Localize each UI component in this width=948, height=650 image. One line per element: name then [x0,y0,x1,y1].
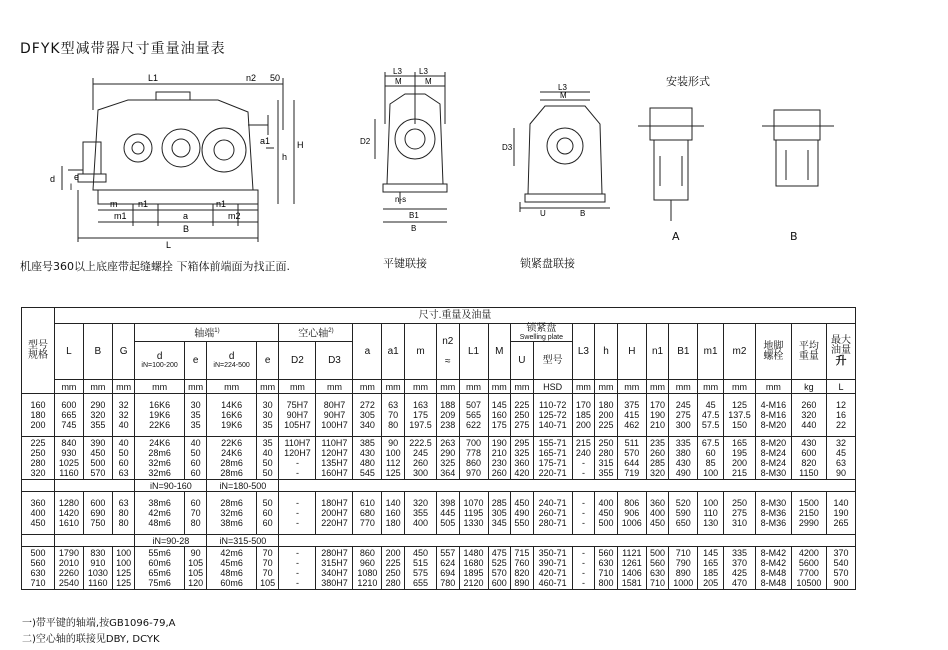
clamp-connection-drawing [500,84,620,234]
cell-L1: 507 565 622 [459,394,488,437]
cell-e1: 60 70 80 [184,492,207,535]
unit-L3: mm [572,380,595,394]
dim-m2: m2 [228,211,241,221]
cell-bolt: 8-M20 8-M24 8-M24 8-M30 [756,437,792,480]
dim-M-left: M [395,77,402,86]
col-hollow: 空心轴$^{2)}$ [279,324,353,342]
dim-m: m [110,199,118,209]
col-n2: n2 ≈ [437,324,460,380]
cell-a: 860 960 1080 1210 [353,547,382,590]
unit-D3: mm [316,380,353,394]
unit-m1: mm [698,380,724,394]
key-caption: 平键联接 [383,257,427,270]
cell-a: 272 305 340 [353,394,382,437]
col-model: 型号 规格 [22,308,55,394]
col-G: G [112,324,135,380]
cell-G: 63 80 80 [112,492,135,535]
cell-e1: 90 105 105 120 [184,547,207,590]
cell-B1: 710 790 890 1000 [669,547,698,590]
table-row [22,437,856,480]
unit-m2: mm [724,380,756,394]
mount-b-drawing [758,100,838,220]
cell-U: 715 760 820 890 [511,547,534,590]
dim-M-clamp: M [560,91,567,100]
cell-n1: 170 190 210 [646,394,669,437]
dim-U: U [540,209,546,218]
unit-n1: mm [646,380,669,394]
cell-m: 163 175 197.5 [404,394,436,437]
cell-oil: 32 45 63 90 [826,437,855,480]
col-d1: d iN=100-200 [135,342,184,380]
unit-L1: mm [459,380,488,394]
spec-table [21,307,856,590]
cell-d2: 42m6 45m6 48m6 60m6 [207,547,256,590]
col-shaft: 轴端$^{1)}$ [135,324,279,342]
cell-m1: 67.5 60 85 100 [698,437,724,480]
unit-a: mm [353,380,382,394]
cell-a: 385 430 480 545 [353,437,382,480]
dim-n1a: n1 [138,199,149,209]
clamp-caption: 锁紧盘联接 [520,257,575,270]
cell-H: 511 570 644 719 [617,437,646,480]
cell-B: 600 690 750 [83,492,112,535]
unit-type: HSD [533,380,572,394]
dim-L3-right: L3 [419,67,428,76]
cell-d2: 22K6 24K6 28m6 28m6 [207,437,256,480]
cell-L3: - - - [572,492,595,535]
dim-e: e [74,172,80,182]
unit-L: mm [55,380,84,394]
ratio-band-row [22,480,856,492]
cell-m2: 125 137.5 150 [724,394,756,437]
dim-L1: L1 [148,73,159,83]
unit-H: mm [617,380,646,394]
cell-oil: 140 190 265 [826,492,855,535]
cell-L1: 1480 1680 1895 2120 [459,547,488,590]
cell-d1: 55m6 60m6 65m6 75m6 [135,547,184,590]
cell-n2: 398 445 505 [437,492,460,535]
side-view-drawing [38,70,318,250]
col-bolt: 地脚 螺栓 [756,324,792,380]
dim-D3: D3 [502,143,513,152]
col-e2: e [256,342,279,380]
cell-B1: 335 380 430 490 [669,437,698,480]
table-caption: 尺寸.重量及油量 [55,308,856,324]
cell-type: 240-71 260-71 280-71 [533,492,572,535]
dim-l: l [70,182,72,192]
unit-m: mm [404,380,436,394]
dim-L3-clamp: L3 [558,84,567,92]
cell-a: 610 680 770 [353,492,382,535]
cell-n1: 235 260 285 320 [646,437,669,480]
unit-d2: mm [207,380,256,394]
base-note: 机座号360以上底座带起缝螺拴 下箱体前端面为找正面. [20,260,290,273]
cell-D2: - - - [279,492,316,535]
col-clamp: 锁紧盘 Swelling plate [511,324,573,342]
cell-model: 500 560 630 710 [22,547,55,590]
cell-L3: - - - - [572,547,595,590]
cell-h: 180 200 225 [595,394,618,437]
cell-bolt: 4-M16 8-M16 8-M20 [756,394,792,437]
dim-m1: m1 [114,211,127,221]
ratio-band-b: iN=315-500 [207,535,279,547]
cell-w: 4200 5600 7700 10500 [791,547,826,590]
unit-U: mm [511,380,534,394]
install-type-caption: 安装形式 [666,75,710,88]
col-m1: m1 [698,324,724,380]
dim-d: d [50,174,56,184]
cell-e2: 30 30 35 [256,394,279,437]
col-a: a [353,324,382,380]
mount-a-label: A [672,230,680,243]
dim-M-right: M [425,77,432,86]
unit-e1: mm [184,380,207,394]
col-M: M [488,324,511,380]
cell-type: 350-71 390-71 420-71 460-71 [533,547,572,590]
cell-D2: - - - - [279,547,316,590]
cell-bolt: 8-M30 8-M36 8-M36 [756,492,792,535]
col-L1: L1 [459,324,488,380]
unit-B1: mm [669,380,698,394]
dim-n1b: n1 [216,199,227,209]
unit-n2: mm [437,380,460,394]
col-weight: 平均 重量 [791,324,826,380]
dim-n-s: n-s [395,195,407,204]
key-connection-drawing [355,64,475,234]
cell-h: 560 630 710 800 [595,547,618,590]
mount-b-label: B [790,230,798,243]
col-d2: d iN=224-500 [207,342,256,380]
cell-m2: 335 370 425 470 [724,547,756,590]
cell-d1: 38m6 42m6 48m6 [135,492,184,535]
cell-B: 830 910 1030 1160 [83,547,112,590]
cell-H: 806 906 1006 [617,492,646,535]
cell-a1: 140 160 180 [382,492,405,535]
cell-h: 250 280 315 355 [595,437,618,480]
cell-m1: 100 110 130 [698,492,724,535]
unit-G: mm [112,380,135,394]
dim-B-key: B [411,224,417,233]
dim-n2: n2 [246,73,257,83]
cell-model: 360 400 450 [22,492,55,535]
cell-D3: 180H7 200H7 220H7 [316,492,353,535]
cell-type: 155-71 165-71 175-71 220-71 [533,437,572,480]
col-L3: L3 [572,324,595,380]
table-row [22,394,856,437]
cell-m1: 145 165 185 205 [698,547,724,590]
cell-L1: 1070 1195 1330 [459,492,488,535]
cell-G: 32 32 40 [112,394,135,437]
table-row [22,547,856,590]
cell-m1: 45 47.5 57.5 [698,394,724,437]
col-D3: D3 [316,342,353,380]
cell-e2: 50 60 60 [256,492,279,535]
cell-w: 430 600 820 1150 [791,437,826,480]
cell-U: 225 250 275 [511,394,534,437]
cell-bolt: 8-M42 8-M42 8-M48 8-M48 [756,547,792,590]
dim-50: 50 [270,73,281,83]
unit-oil: L [826,380,855,394]
cell-h: 400 450 500 [595,492,618,535]
unit-d1: mm [135,380,184,394]
mount-a-drawing [632,96,712,226]
cell-w: 1500 2150 2990 [791,492,826,535]
cell-L: 1790 2010 2260 2540 [55,547,84,590]
cell-M: 475 525 570 600 [488,547,511,590]
cell-d1: 16K6 19K6 22K6 [135,394,184,437]
dim-h: h [282,152,288,162]
cell-e1: 40 50 60 60 [184,437,207,480]
dim-a: a [183,211,189,221]
cell-U: 450 490 550 [511,492,534,535]
cell-type: 110-72 125-72 140-71 [533,394,572,437]
cell-L: 600 665 745 [55,394,84,437]
cell-G: 40 50 60 63 [112,437,135,480]
col-L: L [55,324,84,380]
col-D2: D2 [279,342,316,380]
dim-a1: a1 [260,136,271,146]
cell-H: 1121 1261 1406 1581 [617,547,646,590]
cell-d1: 24K6 28m6 32m6 32m6 [135,437,184,480]
cell-D3: 110H7 120H7 135H7 160H7 [316,437,353,480]
cell-d2: 28m6 32m6 38m6 [207,492,256,535]
col-oil: 最大 油量 升 [826,324,855,380]
ratio-band-row [22,535,856,547]
cell-D2: 110H7 120H7 - - [279,437,316,480]
cell-a1: 63 70 80 [382,394,405,437]
cell-oil: 370 540 570 900 [826,547,855,590]
cell-M: 285 305 345 [488,492,511,535]
dim-H: H [297,140,304,150]
cell-m: 320 355 400 [404,492,436,535]
col-a1: a1 [382,324,405,380]
cell-H: 375 415 462 [617,394,646,437]
footnote-1: 一)带平键的轴端,按GB1096-79,A [22,618,176,629]
dim-L: L [166,240,172,250]
cell-U: 295 325 360 420 [511,437,534,480]
ratio-band-b: iN=180-500 [207,480,279,492]
dim-B: B [183,224,190,234]
cell-model: 225 250 280 320 [22,437,55,480]
cell-e1: 30 35 35 [184,394,207,437]
unit-bolt: mm [756,380,792,394]
table-row [22,492,856,535]
cell-B1: 245 275 300 [669,394,698,437]
cell-oil: 12 16 22 [826,394,855,437]
unit-M: mm [488,380,511,394]
cell-L3: 215 240 - - [572,437,595,480]
cell-L3: 170 185 200 [572,394,595,437]
cell-m2: 165 195 200 215 [724,437,756,480]
cell-a1: 90 100 112 125 [382,437,405,480]
cell-n1: 360 400 450 [646,492,669,535]
cell-L: 840 930 1025 1160 [55,437,84,480]
col-h: h [595,324,618,380]
cell-D3: 80H7 90H7 100H7 [316,394,353,437]
cell-a1: 200 225 250 280 [382,547,405,590]
page-title: DFYK型减带器尺寸重量油量表 [20,41,226,57]
cell-L1: 700 778 860 970 [459,437,488,480]
cell-model: 160 180 200 [22,394,55,437]
col-B: B [83,324,112,380]
unit-e2: mm [256,380,279,394]
cell-w: 260 320 440 [791,394,826,437]
cell-n2: 188 209 238 [437,394,460,437]
unit-h: mm [595,380,618,394]
cell-m2: 250 275 310 [724,492,756,535]
col-n1: n1 [646,324,669,380]
cell-d2: 14K6 16K6 19K6 [207,394,256,437]
unit-row [22,380,856,394]
col-H: H [617,324,646,380]
dim-D2: D2 [360,137,371,146]
dim-L3-left: L3 [393,67,402,76]
cell-D2: 75H7 90H7 105H7 [279,394,316,437]
footnote-2: 二)空心轴的联接见DBY, DCYK [22,634,160,645]
col-m2: m2 [724,324,756,380]
unit-w: kg [791,380,826,394]
cell-L: 1280 1420 1610 [55,492,84,535]
cell-e2: 70 70 70 105 [256,547,279,590]
cell-B: 290 320 355 [83,394,112,437]
col-e1: e [184,342,207,380]
cell-e2: 35 40 50 50 [256,437,279,480]
cell-G: 100 100 125 125 [112,547,135,590]
ratio-band-a: iN=90-28 [135,535,207,547]
cell-n2: 263 290 325 364 [437,437,460,480]
ratio-band-a: iN=90-160 [135,480,207,492]
dim-B1: B1 [409,211,419,220]
cell-D3: 280H7 315H7 340H7 380H7 [316,547,353,590]
col-B1: B1 [669,324,698,380]
unit-a1: mm [382,380,405,394]
cell-B: 390 450 500 570 [83,437,112,480]
unit-B: mm [83,380,112,394]
col-m: m [404,324,436,380]
cell-M: 190 210 230 260 [488,437,511,480]
cell-B1: 520 590 650 [669,492,698,535]
cell-m: 222.5 245 260 300 [404,437,436,480]
col-U: U [511,342,534,380]
cell-M: 145 160 175 [488,394,511,437]
cell-n1: 500 560 630 710 [646,547,669,590]
cell-n2: 557 624 694 780 [437,547,460,590]
col-type: 型号 [533,342,572,380]
dim-B-clamp: B [580,209,586,218]
cell-m: 450 515 575 655 [404,547,436,590]
unit-D2: mm [279,380,316,394]
